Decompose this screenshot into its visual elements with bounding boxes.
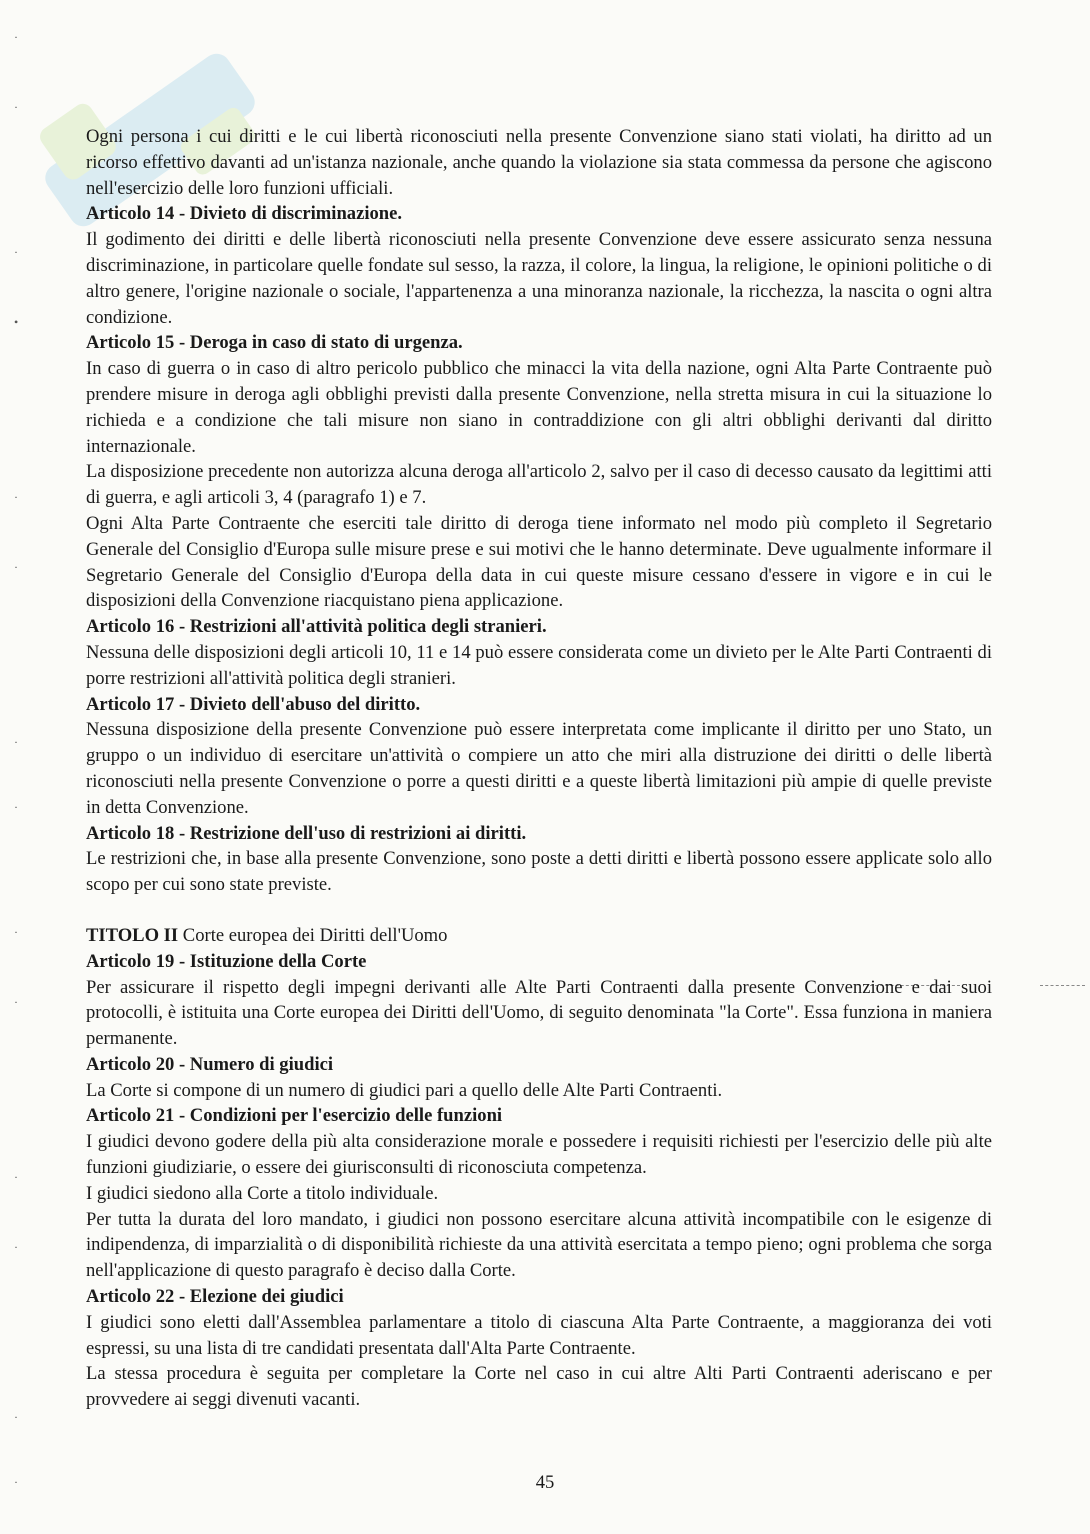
articles-title-1 — [86, 201, 992, 898]
title-section-heading — [86, 923, 992, 949]
title-section-label: TITOLO II — [86, 924, 179, 946]
article-paragraph: Nessuna delle disposizioni degli articoli 10, 11 e 14 può essere considerata come un divieto per le Alte Parti Contraenti di porre restrizioni all'attività politica degli stranieri. — [86, 641, 992, 689]
article-heading: Articolo 17 - Divieto dell'abuso del diritto. — [86, 693, 421, 715]
article-paragraph: Ogni Alta Parte Contraente che eserciti tale diritto di deroga tiene informato nel modo più completo il Segretario Generale del Consiglio d'Europa sulle misure prese e sui motivi che le hanno determinate. Deve ugualmente informare il Segretario Generale del Consiglio d'Europa della data in cui queste misure cessano d'essere in vigore e in cui le disposizioni della Convenzione riacquistano piena applicazione. — [86, 512, 992, 612]
article-paragraph: La disposizione precedente non autorizza alcuna deroga all'articolo 2, salvo per il caso di decesso causato da legittimi atti di guerra, e agli articoli 3, 4 (paragrafo 1) e 7. — [86, 461, 992, 509]
article-paragraph: I giudici sono eletti dall'Assemblea parlamentare a titolo di ciascuna Alta Parte Contraente, a maggioranza dei voti espressi, su una lista di tre candidati presentata dall'Alta Parte Contraente. — [86, 1311, 992, 1359]
article-heading: Articolo 19 - Istituzione della Corte — [86, 950, 367, 972]
scan-artifact-line — [1040, 985, 1085, 986]
article-heading: Articolo 20 - Numero di giudici — [86, 1053, 334, 1075]
document-page: · · · • · · · · · · · · · · Ogni persona i cui diritti e le cui libertà riconosciuti nella presente Convenzione siano stati violati, ha diritto ad un ricorso effettivo davanti ad un'istanza nazionale, anche quando la violazione sia stata commessa da persone che agiscono nell'esercizio delle loro funzioni ufficiali. Articolo 14 - Divieto di discriminazione. Il godimento dei diritti e delle libertà riconosciuti nella presente Convenzione deve essere assicurato senza nessuna discriminazione, in particolare quelle fondate sul sesso, la razza, il colore, la lingua, la religione, le opinioni politiche o di altro genere, l'origine nazionale o sociale, l'appartenenza a una minoranza nazionale, la ricchezza, la nascita o ogni altra condizione. Articolo 15 - Deroga in caso di stato di urgenza. In caso di guerra o in caso di altro pericolo pubblico che minacci la vita della nazione, ogni Alta Parte Contraente può prendere misure in deroga agli obblighi previsti dalla presente Convenzione, nella stretta misura in cui la situazione lo richieda e a condizione che tali misure non siano in contraddizione con gli altri obblighi derivanti dal diritto internazionale. La disposizione precedente non autorizza alcuna deroga all'articolo 2, salvo per il caso di decesso causato da legittimi atti di guerra, e agli articoli 3, 4 (paragrafo 1) e 7. Ogni Alta Parte Contraente che eserciti tale diritto di deroga tiene informato nel modo più completo il Segretario Generale del Consiglio d'Europa sulle misure prese e sui motivi che le hanno determinate. Deve ugualmente informare il Segretario Generale del Consiglio d'Europa della data in cui queste misure cessano d'essere in vigore e in cui le disposizioni della Convenzione riacquistano piena applicazione. Articolo 16 - Restrizioni all'attività politica degli stranieri. Nessuna delle disposizioni degli articoli 10, 11 e 14 può essere considerata come un divieto per le Alte Parti Contraenti di porre restrizioni all'attività politica degli stranieri. Articolo 17 - Divieto dell'abuso del diritto. Nessuna disposizione della presente Convenzione può essere interpretata come implicante il diritto per uno Stato, un gruppo o un individuo di esercitare un'attività o compiere un atto che miri alla distruzione dei diritti o delle libertà riconosciuti nella presente Convenzione o porre a questi diritti e a queste libertà limitazioni più ampie di quelle previste in detta Convenzione. Articolo 18 - Restrizione dell'uso di restrizioni ai diritti. Le restrizioni che, in base alla presente Convenzione, sono poste a detti diritti e libertà possono essere applicate solo allo scopo per cui sono state previste. TITOLO II Corte europea dei Diritti dell'Uomo Articolo 19 - Istituzione della Corte Per assicurare il rispetto degli impegni derivanti alle Alte Parti Contraenti dalla presente Convenzione e dai suoi protocolli, è istituita una Corte europea dei Diritti dell'Uomo, di seguito denominata "la Corte". Essa funziona in maniera permanente. Articolo 20 - Numero di giudici La Corte si compone di un numero di giudici pari a quello delle Alte Parti Contraenti. Articolo 21 - Condizioni per l'esercizio delle funzioni I giudici devono godere della più alta considerazione morale e possedere i requisiti richiesti per l'esercizio delle più alte funzioni giudiziarie, o essere dei giurisconsulti di riconosciuta competenza. I giudici siedono alla Corte a titolo individuale. Per tutta la durata del loro mandato, i giudici non possono esercitare alcuna attività incompatibile con le esigenze di indipendenza, di imparzialità o di disponibilità richieste da una attività esercitata a tempo pieno; ogni problema che sorga nell'applicazione di questo paragrafo è deciso dalla Corte. Articolo 22 - Elezione dei giudici I giudici sono eletti dall'Assemblea parlamentare a titolo di ciascuna Alta Parte Contraente, a maggioranza dei voti espressi, su una lista di tre candidati presentata dall'Alta Parte Contraente. La stessa procedura è seguita per completare la Corte nel caso in cui altre Alti Parti Contraenti aderiscano e per provvedere ai seggi divenuti vacanti. 45 — [0, 0, 1090, 1534]
article-paragraph: I giudici devono godere della più alta considerazione morale e possedere i requisiti richiesti per l'esercizio delle più alte funzioni giudiziarie, o essere dei giurisconsulti di riconosciuta competenza. — [86, 1131, 992, 1179]
article-paragraph: Per tutta la durata del loro mandato, i giudici non possono esercitare alcuna attività incompatibile con le esigenze di indipendenza, di imparzialità o di disponibilità richieste da una attività esercitata a tempo pieno; ogni problema che sorga nell'applicazione di questo paragrafo è deciso dalla Corte. — [86, 1208, 992, 1282]
article-paragraph: La Corte si compone di un numero di giudici pari a quello delle Alte Parti Contraenti. — [86, 1079, 723, 1101]
article-paragraph: In caso di guerra o in caso di altro pericolo pubblico che minacci la vita della nazione, ogni Alta Parte Contraente può prendere misure in deroga agli obblighi previsti dalla presente Convenzione, nella stretta misura in cui la situazione lo richieda e a condizione che tali misure non siano in contraddizione con gli altri obblighi derivanti dal diritto internazionale. — [86, 358, 992, 457]
article-heading: Articolo 15 - Deroga in caso di stato di urgenza. — [86, 332, 463, 354]
section-gap — [86, 898, 992, 923]
article-paragraph: I giudici siedono alla Corte a titolo individuale. — [86, 1182, 439, 1204]
article-paragraph: Le restrizioni che, in base alla presente Convenzione, sono poste a detti diritti e libertà possono essere applicate solo allo scopo per cui sono state previste. — [86, 848, 992, 896]
article-paragraph: Nessuna disposizione della presente Convenzione può essere interpretata come implicante il diritto per uno Stato, un gruppo o un individuo di esercitare un'attività o compiere un atto che miri alla distruzione dei diritti o delle libertà riconosciuti nella presente Convenzione o porre a questi diritti e a queste libertà limitazioni più ampie di quelle previste in detta Convenzione. — [86, 719, 992, 818]
articles-title-2 — [86, 949, 992, 1413]
page-number: 45 — [535, 1472, 555, 1493]
article-heading: Articolo 22 - Elezione dei giudici — [86, 1286, 344, 1308]
article-paragraph: Il godimento dei diritti e delle libertà riconosciuti nella presente Convenzione deve essere assicurato senza nessuna discriminazione, in particolare quelle fondate sul sesso, la razza, il colore, la lingua, la religione, le opinioni politiche o di altro genere, l'origine nazionale o sociale, l'appartenenza a una minoranza nazionale, la ricchezza, la nascita o ogni altra condizione. — [86, 229, 992, 328]
document-body — [86, 124, 992, 1413]
article-heading: Articolo 18 - Restrizione dell'uso di restrizioni ai diritti. — [86, 822, 527, 844]
article-heading: Articolo 14 - Divieto di discriminazione. — [86, 203, 403, 225]
article-heading: Articolo 21 - Condizioni per l'esercizio delle funzioni — [86, 1105, 503, 1127]
article-paragraph: Per assicurare il rispetto degli impegni derivanti alle Alte Parti Contraenti dalla presente Convenzione e dai suoi protocolli, è istituita una Corte europea dei Diritti dell'Uomo, di seguito denominata "la Corte". Essa funziona in maniera permanente. — [86, 976, 992, 1050]
title-section-text: Corte europea dei Diritti dell'Uomo — [178, 924, 448, 946]
article-paragraph: La stessa procedura è seguita per completare la Corte nel caso in cui altre Alti Parti Contraenti aderiscano e per provvedere ai seggi divenuti vacanti. — [86, 1363, 992, 1411]
intro-paragraph: Ogni persona i cui diritti e le cui libertà riconosciuti nella presente Convenzione siano stati violati, ha diritto ad un ricorso effettivo davanti ad un'istanza nazionale, anche quando la violazione sia stata commessa da persone che agiscono nell'esercizio delle loro funzioni ufficiali. — [86, 126, 992, 199]
article-heading: Articolo 16 - Restrizioni all'attività politica degli stranieri. — [86, 616, 547, 638]
